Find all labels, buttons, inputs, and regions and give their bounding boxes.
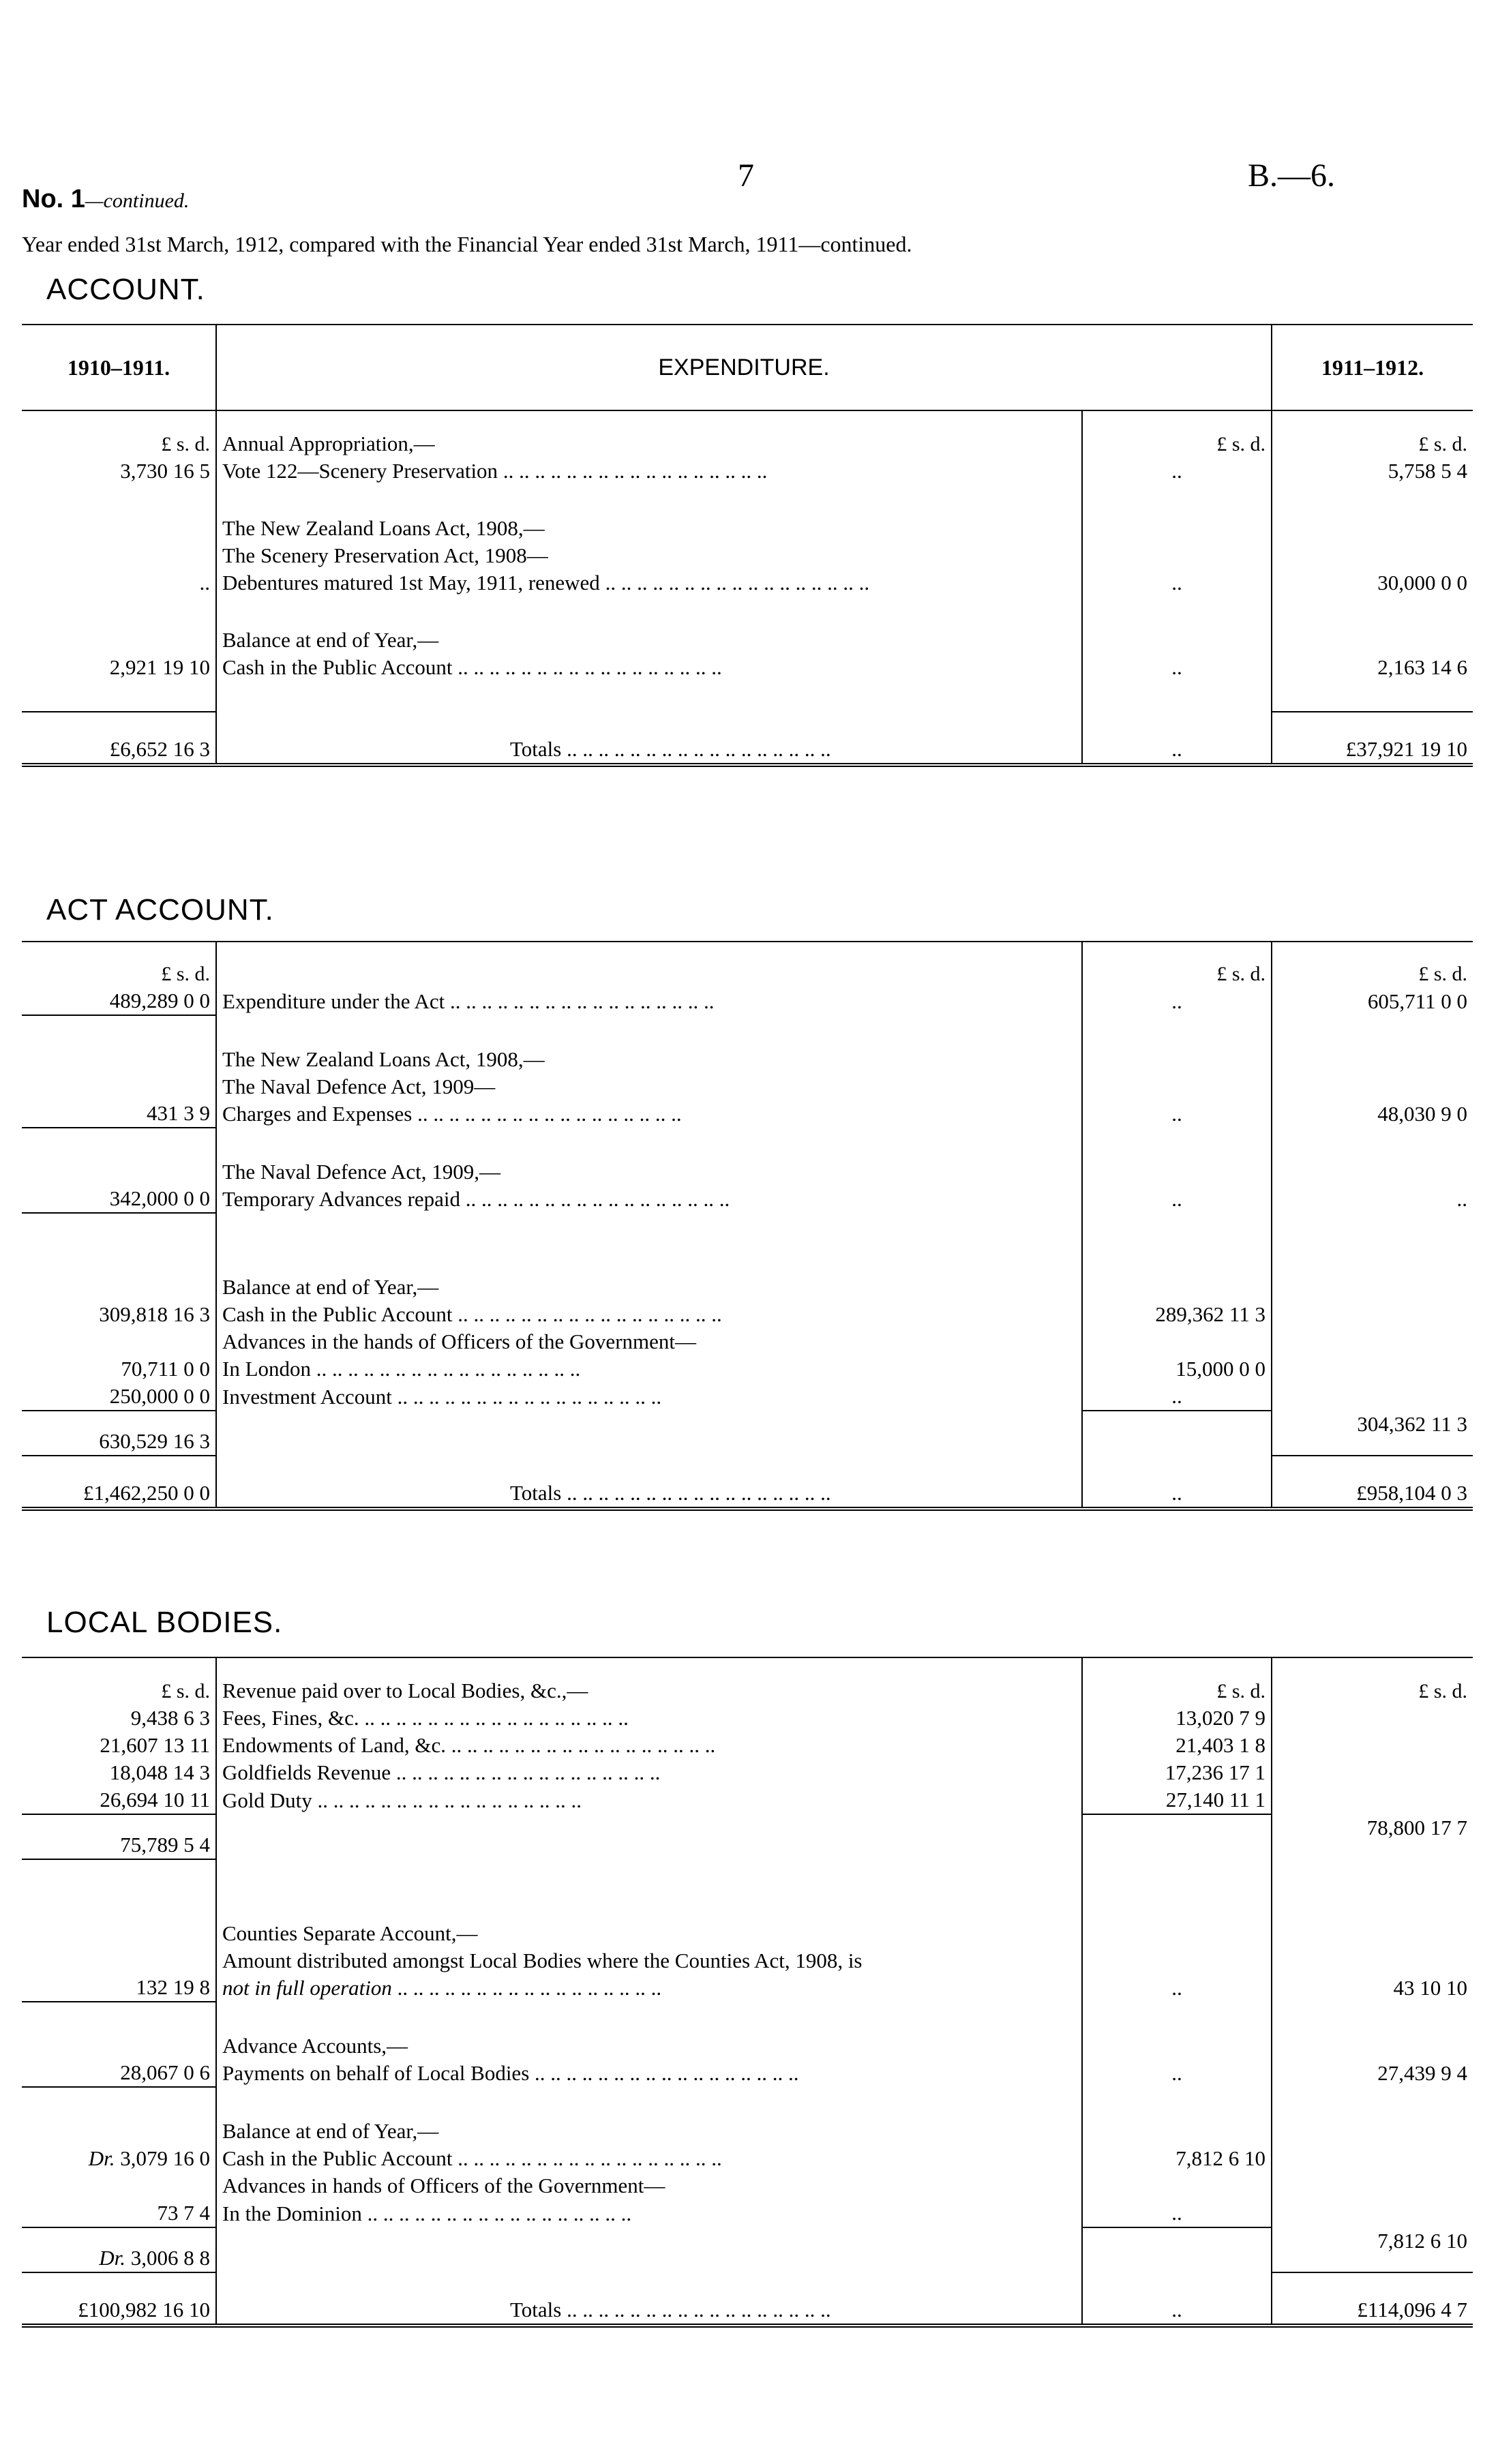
units-sub: £ s. d. xyxy=(1082,410,1272,457)
table-row: 21,607 13 11 Endowments of Land, &c. .. 21,403 1 8 xyxy=(22,1732,1473,1759)
table-row: 309,818 16 3 Cash in the Public Account .. 289,362 11 3 xyxy=(22,1301,1473,1328)
table-row: 132 19 8 Counties Separate Account,— xyxy=(22,1920,1473,1947)
local-bodies-table: £ s. d. Revenue paid over to Local Bodies, &c.,— £ s. d. £ s. d. 9,438 6 3 Fees, Fines, &c. .. 13,020 7 9 21,607 13 11 Endowments of Land, &c. .. 21,403 1 8 18,048 14 3 Goldfields Revenue .. 17,236 17 1 26,694 10 11 Gold Duty .. 27,140 11 1 75,789 5 4 78,800 17 7 132 19 8 Counties Separate Account,— Amount distributed amongst Local Bodies where the Counties Act, 1908, is not in full operation .. .. 43 10 10 28,067 0 6 Advance Accounts,— Payments on behalf of Local Bodies .. .. 27,439 9 4 Balance at end of Year,— Dr. 3,079 16 0 Cash in the Public Account .. 7,812 6 10 Advances in hands of Officers of the Government— 73 7 4 In the Dominion .. .. Dr. 3,006 8 8 7,812 6 10 £100,982 16 10 Totals .. .. £114,096 4 7 xyxy=(22,1657,1473,2328)
page-number: 7 xyxy=(738,157,754,194)
account-table: 1910–1911. EXPENDITURE. 1911–1912. £ s. d. Annual Appropriation,— £ s. d. £ s. d. 3,730 16 5 Vote 122—Scenery Preservation .. .. 5,758 5 4 .. The New Zealand Loans Act, 1908,— The Scenery Preservation Act, 1908— Debentures matured 1st May, 1911, renewed .. .. 30,000 0 0 2,921 19 10 Balance at end of Year,— Cash in the Public Account .. .. 2,163 14 6 £6,652 16 3 Totals .. .. £37,921 19 10 xyxy=(22,324,1473,767)
document-reference: B.—6. xyxy=(1248,157,1336,194)
units-curr: £ s. d. xyxy=(1418,433,1468,455)
column-header-row xyxy=(22,325,1473,410)
col-header-curr: 1911–1912. xyxy=(1272,325,1473,410)
col-header-prev: 1910–1911. xyxy=(22,325,216,410)
table-row: 28,067 0 6 Advance Accounts,— xyxy=(22,2032,1473,2060)
schedule-number: No. 1—continued. xyxy=(22,185,190,213)
section-title-act-account: ACT ACCOUNT. xyxy=(46,893,274,927)
row-desc: Annual Appropriation,— xyxy=(216,410,1082,457)
table-row: 250,000 0 0 Investment Account .. .. xyxy=(22,1383,1473,1411)
table-row: 3,730 16 5 Vote 122—Scenery Preservation .. .. 5,758 5 4 xyxy=(22,457,1473,485)
table-row: 9,438 6 3 Fees, Fines, &c. .. 13,020 7 9 xyxy=(22,1704,1473,1732)
col-header-expenditure: EXPENDITURE. xyxy=(216,325,1272,410)
section-title-local-bodies: LOCAL BODIES. xyxy=(46,1606,283,1639)
act-account-table: £ s. d. £ s. d. £ s. d. 489,289 0 0 Expenditure under the Act .. .. 605,711 0 0 431 3 9 The New Zealand Loans Act, 1908,— The Naval Defence Act, 1909— Charges and Expenses .. .. 48,030 9 0 342,000 0 0 The Naval Defence Act, 1909,— Temporary Advances repaid .. .. .. Balance at end of Year,— 309,818 16 3 Cash in the Public Account .. 289,362 11 3 Advances in the hands of Officers of the Government— 70,711 0 0 In London .. 15,000 0 0 250,000 0 0 Investment Account .. .. 630,529 16 3 304,362 11 3 £1,462,250 0 0 Totals .. .. £958,104 0 3 xyxy=(22,941,1473,1511)
table-row: 18,048 14 3 Goldfields Revenue .. 17,236 17 1 xyxy=(22,1759,1473,1786)
totals-row: £1,462,250 0 0 Totals .. .. £958,104 0 3 xyxy=(22,1456,1473,1509)
table-row: 489,289 0 0 Expenditure under the Act .. .. 605,711 0 0 xyxy=(22,987,1473,1015)
table-row: 73 7 4 In the Dominion .. .. xyxy=(22,2199,1473,2227)
section-title-account: ACCOUNT. xyxy=(46,273,205,306)
table-row: 431 3 9 The New Zealand Loans Act, 1908,— xyxy=(22,1046,1473,1073)
table-row: 70,711 0 0 In London .. 15,000 0 0 xyxy=(22,1355,1473,1383)
table-row: .. The New Zealand Loans Act, 1908,— xyxy=(22,515,1473,542)
table-row: 26,694 10 11 Gold Duty .. 27,140 11 1 xyxy=(22,1786,1473,1814)
page-subtitle: Year ended 31st March, 1912, compared with the Financial Year ended 31st March, 1911—continued. xyxy=(22,232,912,256)
totals-row: £100,982 16 10 Totals .. .. £114,096 4 7 xyxy=(22,2272,1473,2326)
units-prev: £ s. d. xyxy=(22,410,216,457)
units-row xyxy=(22,410,1473,457)
totals-row: £6,652 16 3 Totals .. .. £37,921 19 10 xyxy=(22,712,1473,765)
table-row: Dr. 3,079 16 0 Cash in the Public Account .. 7,812 6 10 xyxy=(22,2145,1473,2172)
